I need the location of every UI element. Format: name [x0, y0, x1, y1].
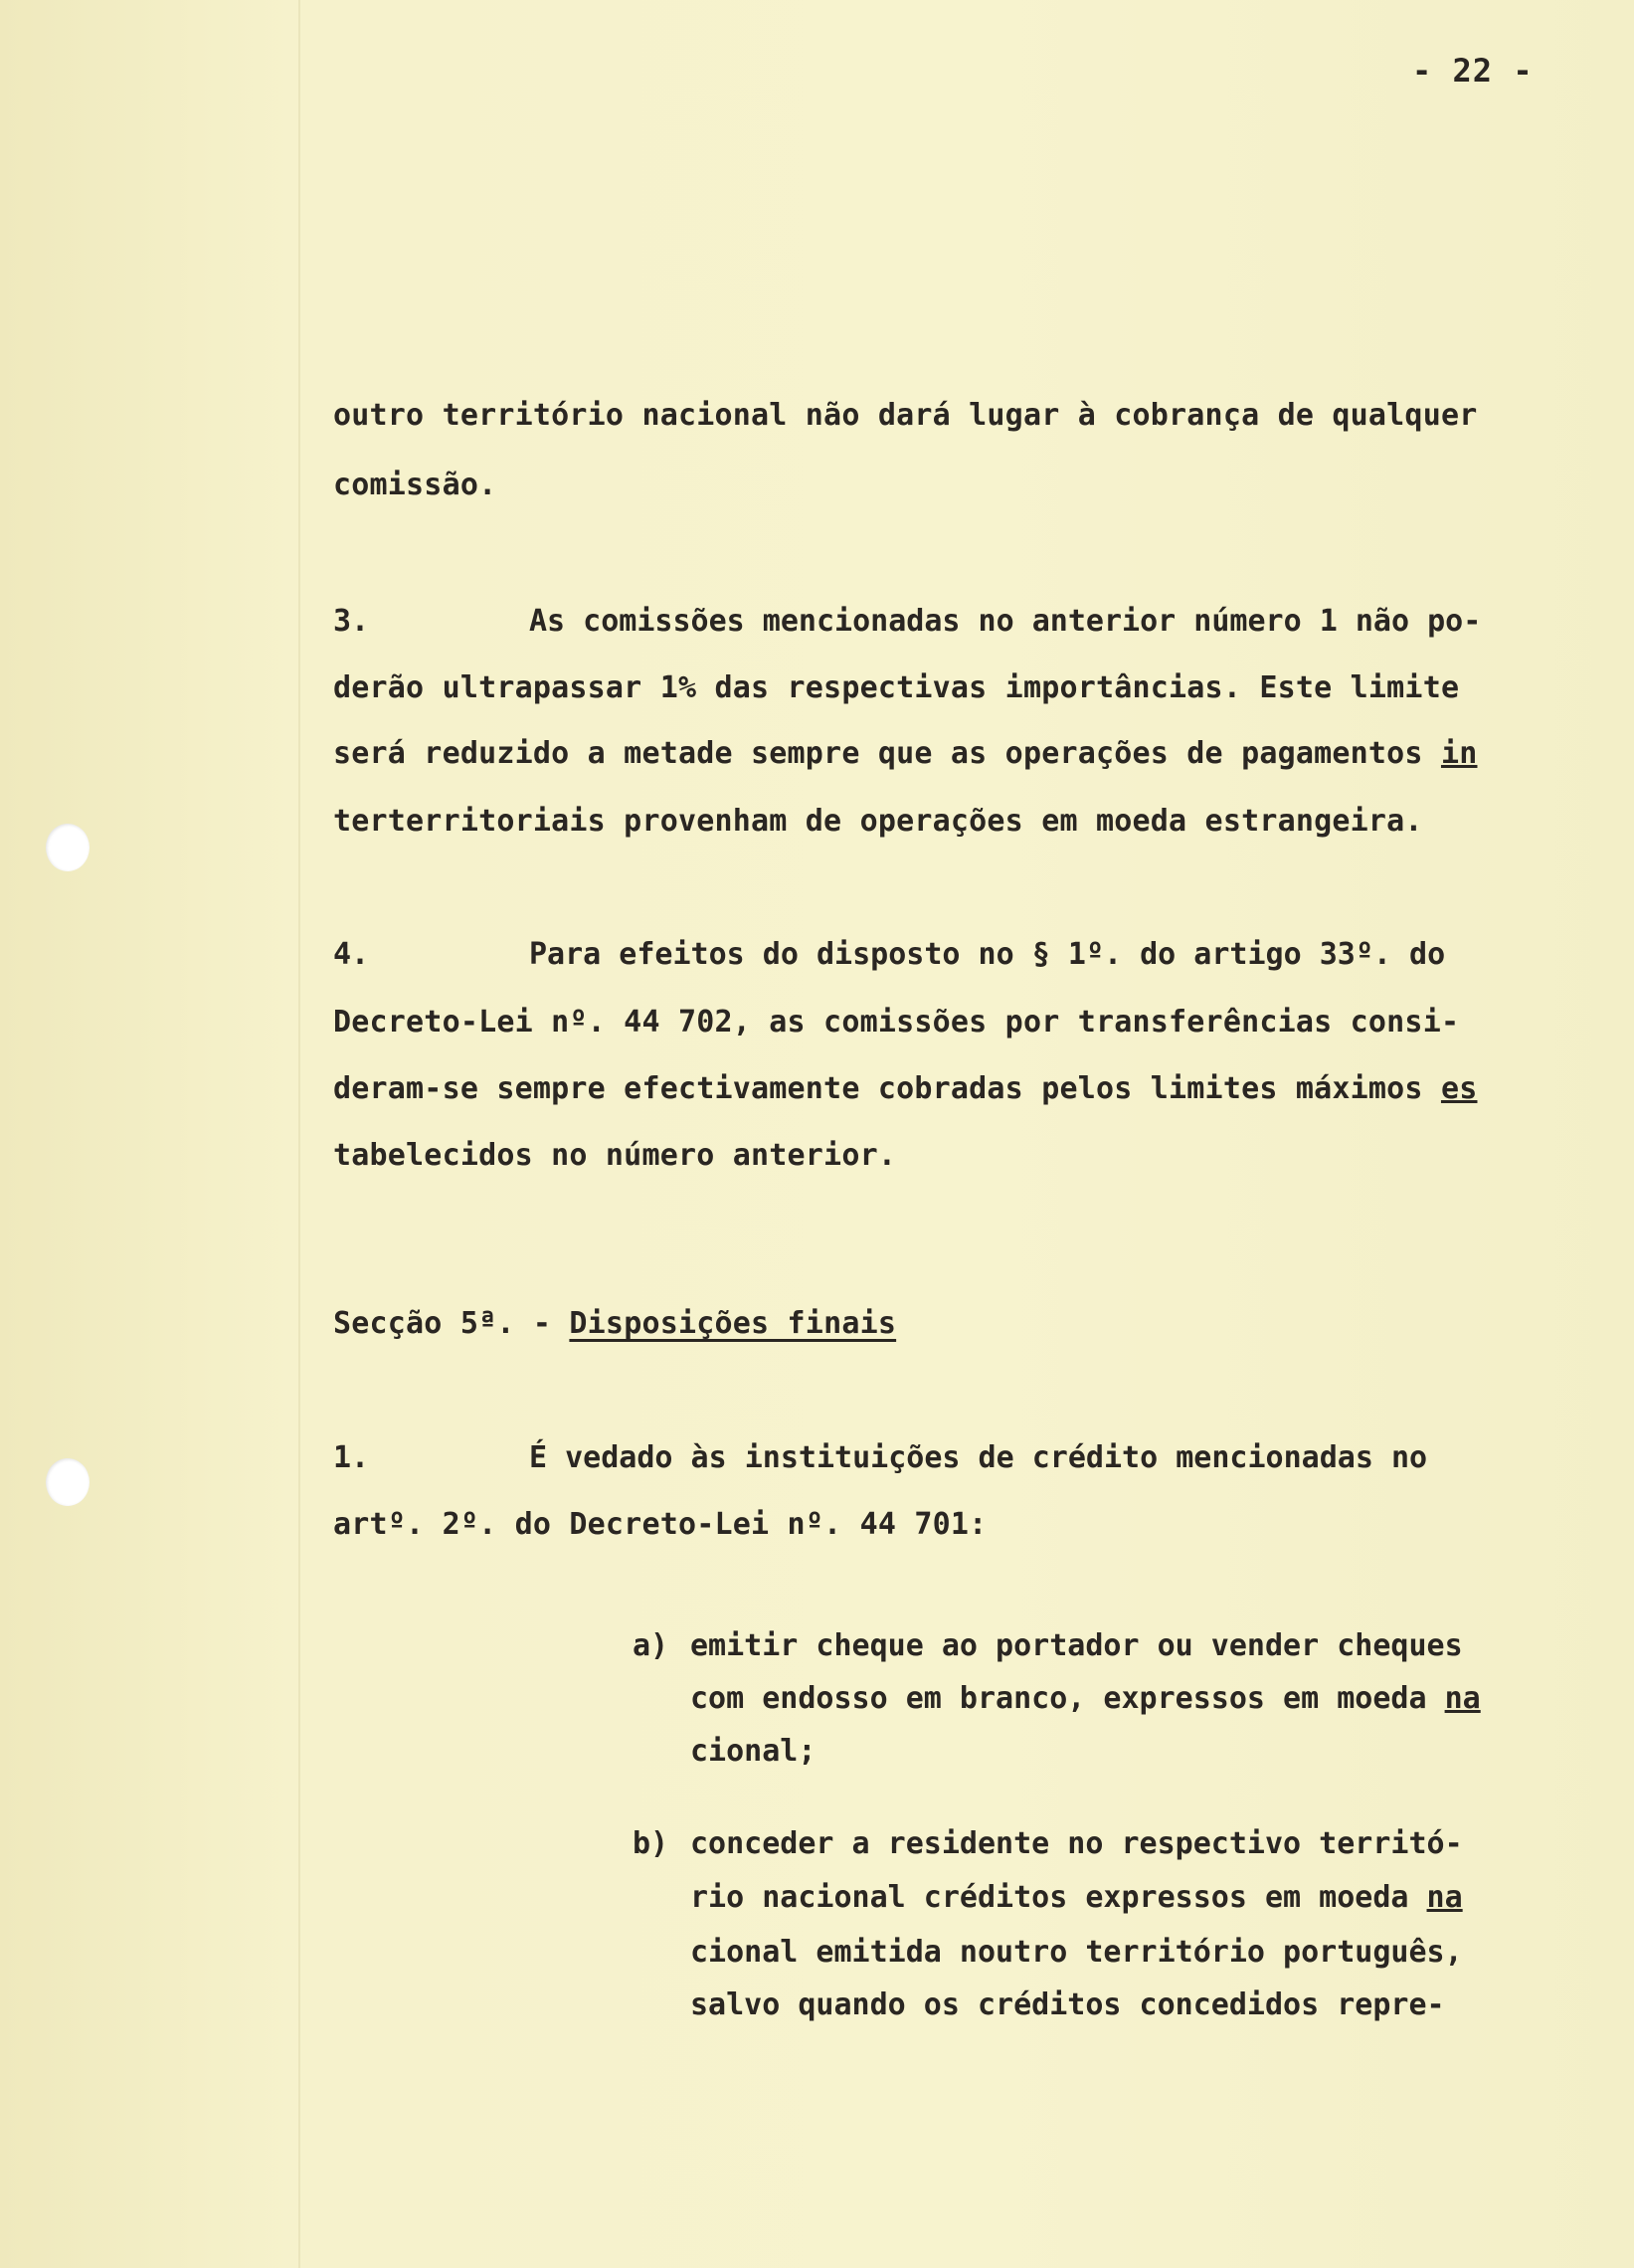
- para1-line-1: É vedado às instituições de crédito mencionadas no: [529, 1440, 1428, 1475]
- para4-line-3-hyphen-part: es: [1440, 1071, 1478, 1106]
- item-b-marker: b): [633, 1826, 669, 1861]
- item-a-line-2-text: com endosso em branco, expressos em moeda: [690, 1681, 1445, 1716]
- item-b-line-3: cional emitida noutro território português,: [690, 1935, 1463, 1970]
- page-number: - 22 -: [1412, 52, 1534, 90]
- para1-line-2: artº. 2º. do Decreto-Lei nº. 44 701:: [333, 1507, 988, 1542]
- section-title: Disposições finais: [569, 1306, 897, 1341]
- intro-line-2: comissão.: [333, 468, 497, 502]
- item-a-line-1: emitir cheque ao portador ou vender cheques: [690, 1628, 1463, 1663]
- intro-line-1: outro território nacional não dará lugar à cobrança de qualquer: [333, 398, 1478, 433]
- para3-line-2: derão ultrapassar 1% das respectivas importâncias. Este limite: [333, 670, 1460, 705]
- item-a-line-3: cional;: [690, 1734, 817, 1769]
- para4-line-3: [333, 1071, 1477, 1106]
- section-heading: [333, 1306, 896, 1341]
- punch-hole-top: [46, 824, 90, 871]
- para3-number: 3.: [333, 604, 370, 639]
- para3-line-3: [333, 736, 1477, 771]
- item-a-marker: a): [633, 1628, 669, 1663]
- para1-number: 1.: [333, 1440, 370, 1475]
- item-b-line-2-text: rio nacional créditos expressos em moeda: [690, 1880, 1427, 1915]
- para4-line-3-text: deram-se sempre efectivamente cobradas pelos limites máximos: [333, 1071, 1441, 1106]
- para4-line-1: Para efeitos do disposto no § 1º. do artigo 33º. do: [529, 937, 1446, 972]
- para3-line-3-text: será reduzido a metade sempre que as operações de pagamentos: [333, 736, 1441, 771]
- punch-hole-bottom: [46, 1458, 90, 1506]
- section-label: Secção 5ª. -: [333, 1306, 570, 1341]
- paper-fold: [298, 0, 300, 2268]
- item-b-line-2: [690, 1880, 1463, 1915]
- item-b-line-1: conceder a residente no respectivo territó-: [690, 1826, 1463, 1861]
- item-b-line-4: salvo quando os créditos concedidos repre-: [690, 1987, 1445, 2022]
- para4-line-4: tabelecidos no número anterior.: [333, 1138, 897, 1173]
- item-b-line-2-hyphen-part: na: [1426, 1880, 1463, 1915]
- para3-line-4: terterritoriais provenham de operações em moeda estrangeira.: [333, 804, 1423, 839]
- para4-line-2: Decreto-Lei nº. 44 702, as comissões por transferências consi-: [333, 1005, 1460, 1040]
- para3-line-3-hyphen-part: in: [1440, 736, 1478, 771]
- item-a-line-2-hyphen-part: na: [1444, 1681, 1481, 1716]
- para3-line-1: As comissões mencionadas no anterior número 1 não po-: [529, 604, 1482, 639]
- item-a-line-2: [690, 1681, 1481, 1716]
- para4-number: 4.: [333, 937, 370, 972]
